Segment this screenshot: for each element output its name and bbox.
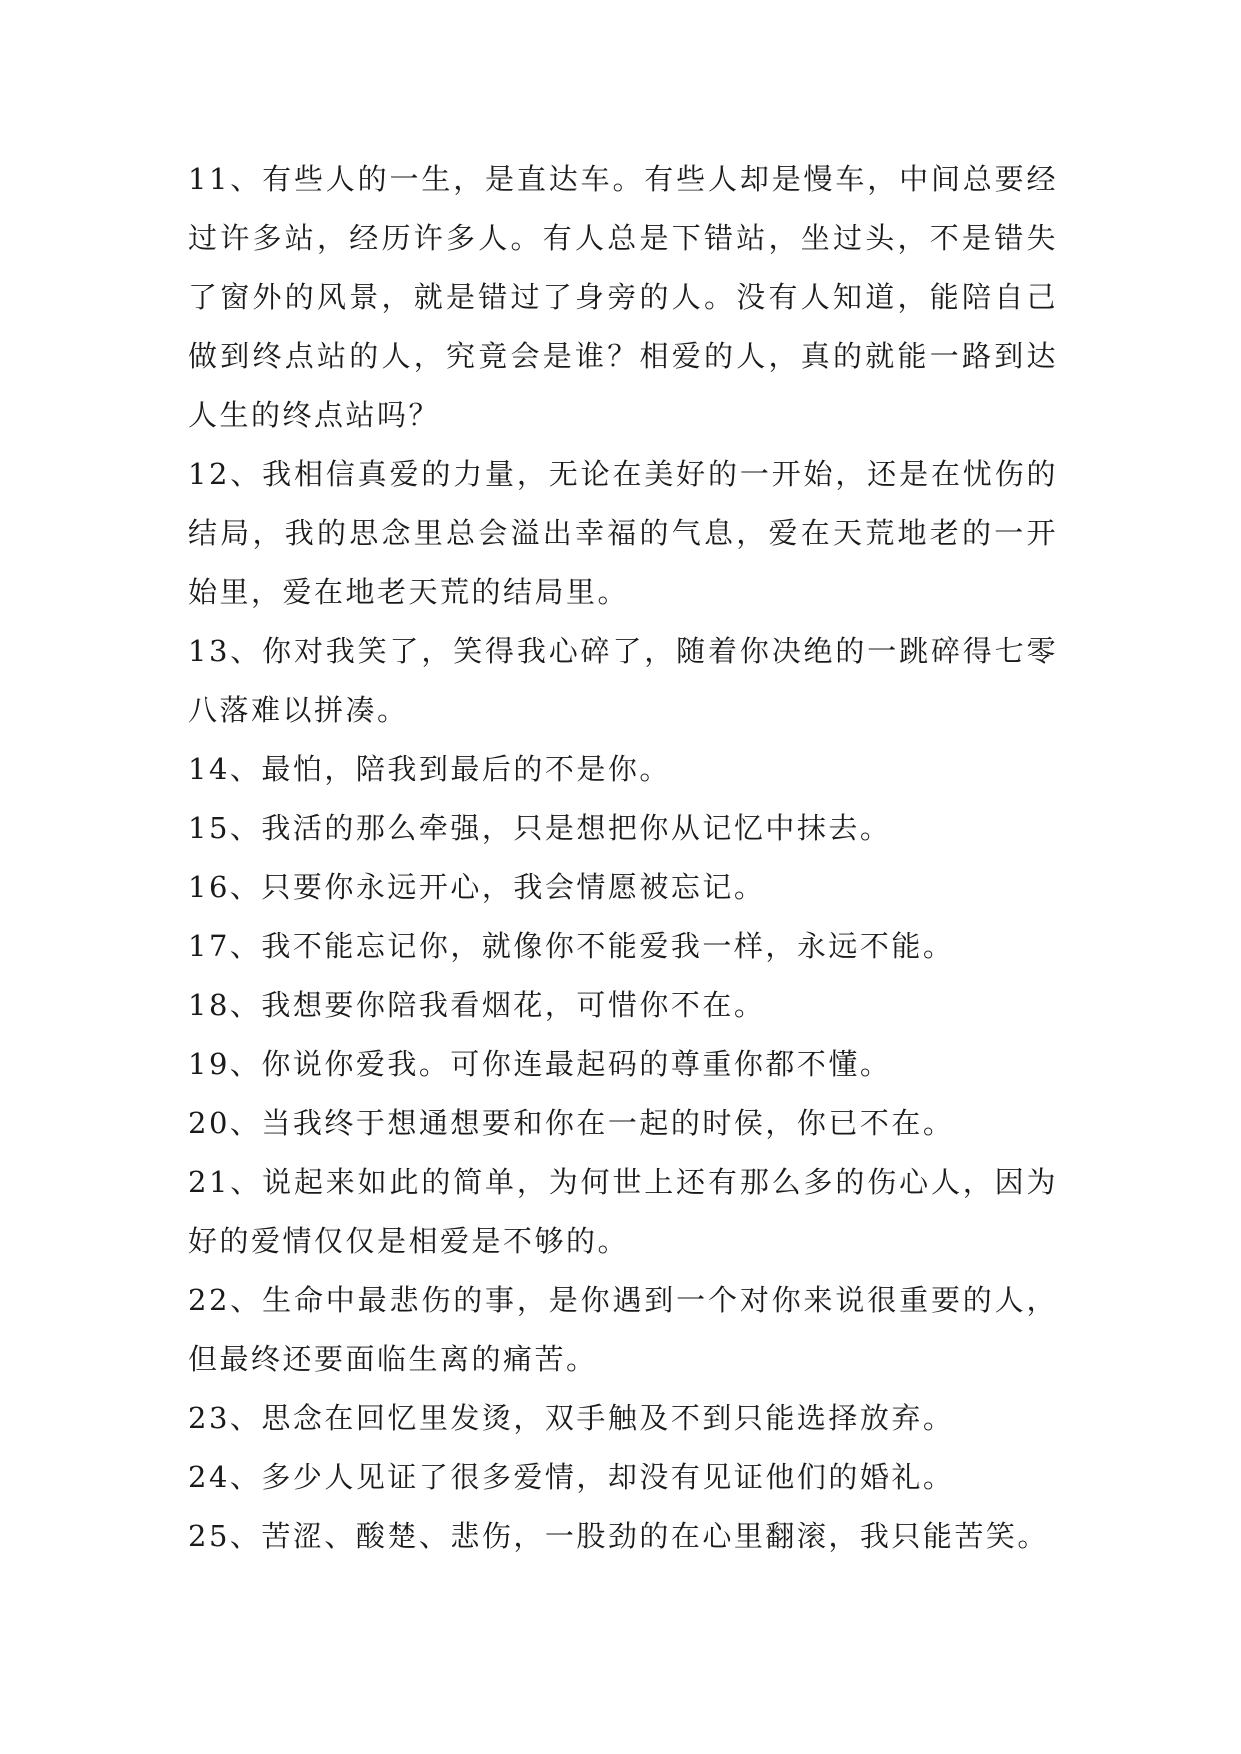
- entry-20: 20、当我终于想通想要和你在一起的时侯，你已不在。: [188, 1106, 955, 1140]
- entry-17: 17、我不能忘记你，就像你不能爱我一样，永远不能。: [188, 929, 955, 963]
- document-page: [188, 150, 1058, 1566]
- entry-24: 24、多少人见证了很多爱情，却没有见证他们的婚礼。: [188, 1460, 955, 1494]
- entry-12: 12、我相信真爱的力量，无论在美好的一开始，还是在忧伤的结局，我的思念里总会溢出幸福的气息，爱在天荒地老的一开始里，爱在地老天荒的结局里。: [188, 457, 1058, 609]
- entry-13: 13、你对我笑了，笑得我心碎了，随着你决绝的一跳碎得七零八落难以拼凑。: [188, 634, 1058, 727]
- entry-14: 14、最怕，陪我到最后的不是你。: [188, 752, 671, 786]
- entry-15: 15、我活的那么牵强，只是想把你从记忆中抹去。: [188, 811, 892, 845]
- entry-11: 11、有些人的一生，是直达车。有些人却是慢车，中间总要经过许多站，经历许多人。有人总是下错站，坐过头，不是错失了窗外的风景，就是错过了身旁的人。没有人知道，能陪自己做到终点站的人，究竟会是谁？相爱的人，真的就能一路到达人生的终点站吗？: [188, 162, 1058, 432]
- entry-22: 22、生命中最悲伤的事，是你遇到一个对你来说很重要的人，但最终还要面临生离的痛苦。: [188, 1283, 1058, 1376]
- entry-25: 25、苦涩、酸楚、悲伤，一股劲的在心里翻滚，我只能苦笑。: [188, 1519, 1049, 1553]
- entry-19: 19、你说你爱我。可你连最起码的尊重你都不懂。: [188, 1047, 892, 1081]
- entry-16: 16、只要你永远开心，我会情愿被忘记。: [188, 870, 766, 904]
- entry-23: 23、思念在回忆里发烫，双手触及不到只能选择放弃。: [188, 1401, 955, 1435]
- entry-18: 18、我想要你陪我看烟花，可惜你不在。: [188, 988, 766, 1022]
- entry-21: 21、说起来如此的简单，为何世上还有那么多的伤心人，因为好的爱情仅仅是相爱是不够的。: [188, 1165, 1058, 1258]
